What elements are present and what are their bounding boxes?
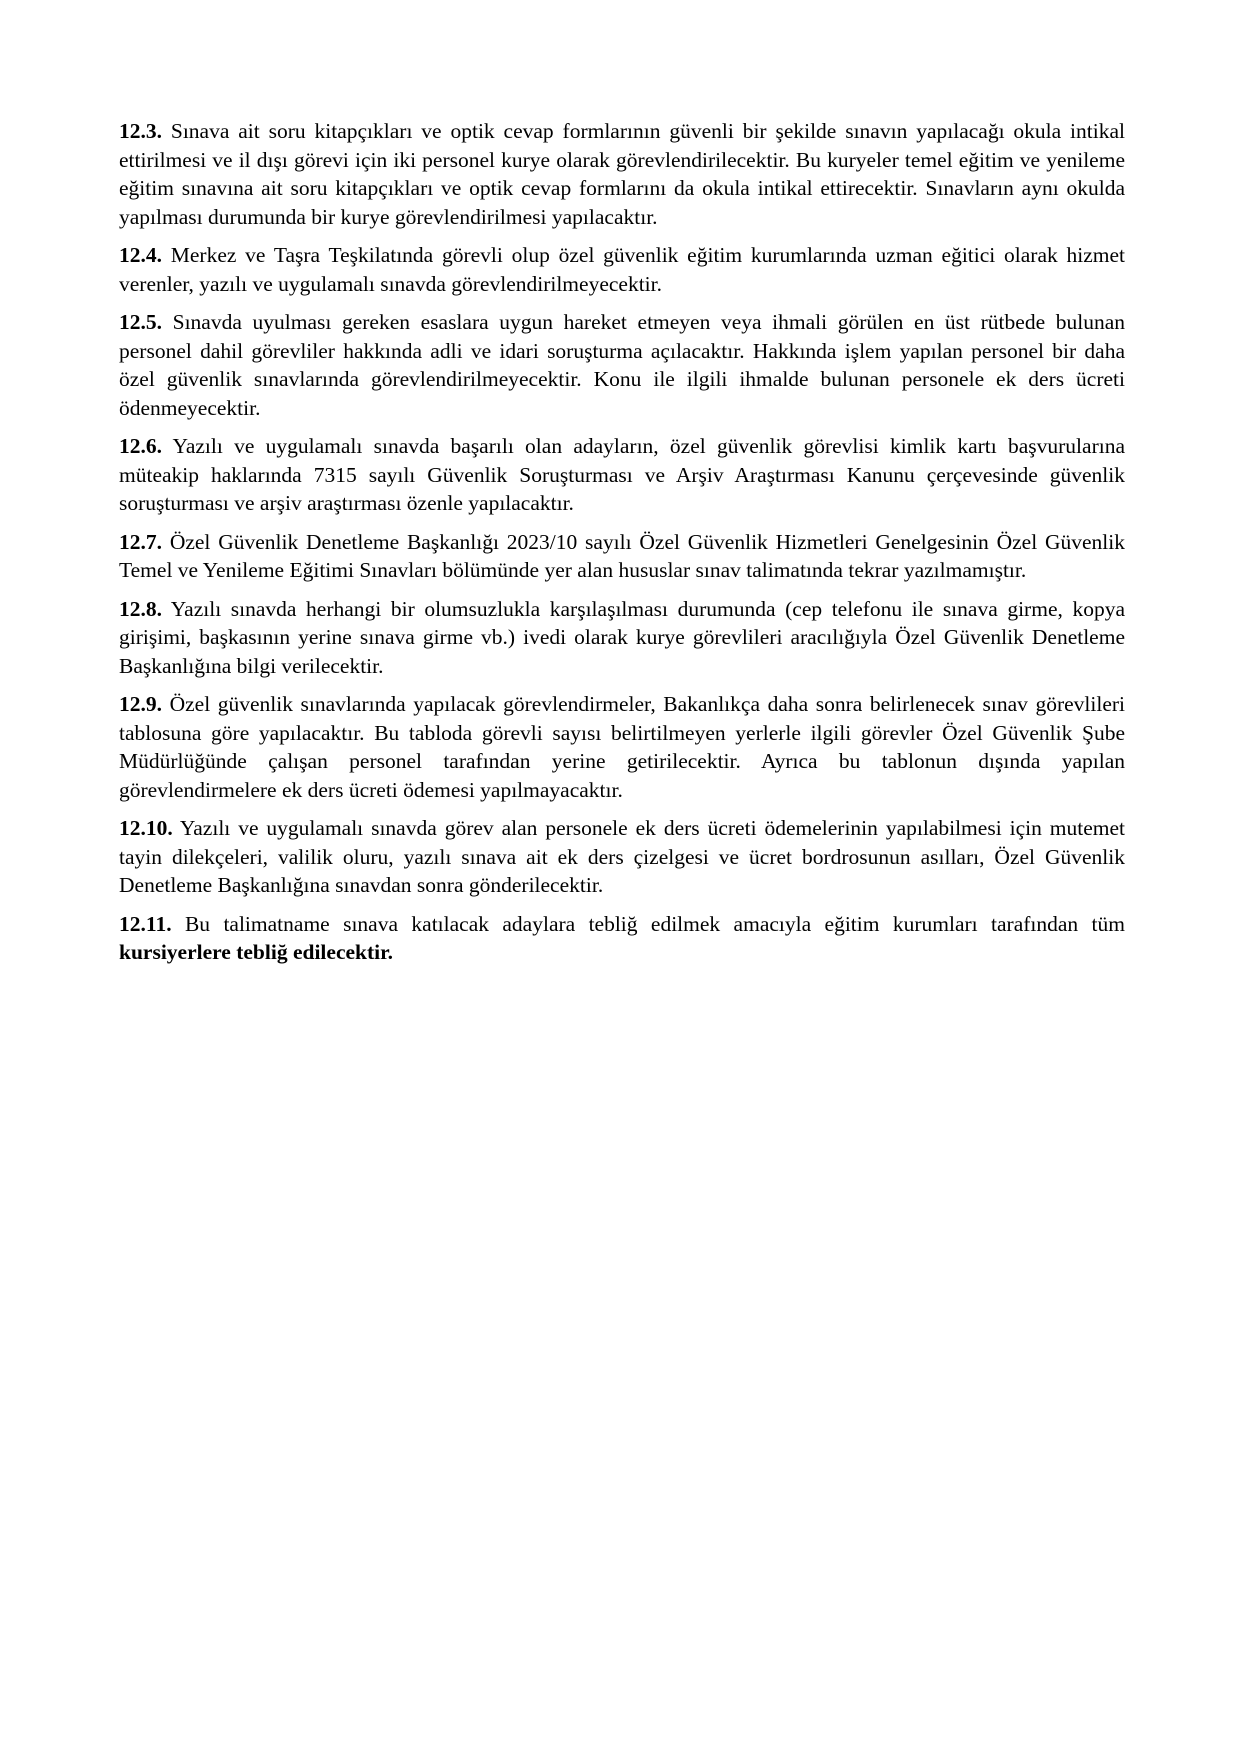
document-body (119, 117, 1125, 977)
paragraph-text: Sınava ait soru kitapçıkları ve optik cevap formlarının güvenli bir şekilde sınavın yapılacağı okula intikal ettirilmesi ve il dışı görevi için iki personel kurye olarak görevlendirilecektir. Bu kuryeler temel eğitim ve yenileme eğitim sınavına ait soru kitapçıkları ve optik cevap formlarını da okula intikal ettirecektir. Sınavların aynı okulda yapılması durumunda bir kurye görevlendirilmesi yapılacaktır. (119, 119, 1125, 229)
paragraph-text: Yazılı ve uygulamalı sınavda başarılı olan adayların, özel güvenlik görevlisi kimlik kartı başvurularına müteakip haklarında 7315 sayılı Güvenlik Soruşturması ve Arşiv Araştırması Kanunu çerçevesinde güvenlik soruşturması ve arşiv araştırması özenle yapılacaktır. (119, 434, 1126, 515)
paragraph-number: 12.11. (119, 911, 172, 936)
paragraph-12-3 (119, 117, 1125, 231)
paragraph-bold-tail: kursiyerlere tebliğ edilecektir. (119, 940, 394, 964)
paragraph-number: 12.6. (119, 434, 162, 458)
paragraph-text: Yazılı ve uygulamalı sınavda görev alan personele ek ders ücreti ödemelerinin yapılabilmesi için mutemet tayin dilekçeleri, valilik oluru, yazılı sınava ait ek ders çizelgesi ve ücret bordrosunun asılları, Özel Güvenlik Denetleme Başkanlığına sınavdan sonra gönderilecektir. (119, 816, 1125, 897)
paragraph-number: 12.9. (119, 692, 162, 716)
paragraph-12-11 (119, 910, 1125, 967)
paragraph-12-10 (119, 814, 1125, 900)
paragraph-12-8 (119, 595, 1125, 681)
paragraph-number: 12.3. (119, 119, 162, 143)
paragraph-number: 12.8. (119, 596, 162, 621)
paragraph-text: Bu talimatname sınava katılacak adaylara tebliğ edilmek amacıyla eğitim kurumları tarafından tüm (184, 911, 1125, 936)
paragraph-number: 12.5. (119, 310, 162, 334)
paragraph-12-9 (119, 690, 1125, 804)
paragraph-text: Merkez ve Taşra Teşkilatında görevli olup özel güvenlik eğitim kurumlarında uzman eğitici olarak hizmet verenler, yazılı ve uygulamalı sınavda görevlendirilmeyecektir. (119, 243, 1125, 296)
paragraph-text: Özel güvenlik sınavlarında yapılacak görevlendirmeler, Bakanlıkça daha sonra belirlenecek sınav görevlileri tablosuna göre yapılacaktır. Bu tabloda görevli sayısı belirtilmeyen yerlerle ilgili görevler Özel Güvenlik Şube Müdürlüğünde çalışan personel tarafından yerine getirilecektir. Ayrıca bu tablonun dışında yapılan görevlendirmelere ek ders ücreti ödemesi yapılmayacaktır. (119, 692, 1125, 802)
paragraph-12-4 (119, 241, 1125, 298)
paragraph-12-5 (119, 308, 1125, 422)
paragraph-text: Sınavda uyulması gereken esaslara uygun hareket etmeyen veya ihmali görülen en üst rütbede bulunan personel dahil görevliler hakkında adli ve idari soruşturma açılacaktır. Hakkında işlem yapılan personel bir daha özel güvenlik sınavlarında görevlendirilmeyecektir. Konu ile ilgili ihmalde bulunan personele ek ders ücreti ödenmeyecektir. (119, 310, 1126, 420)
paragraph-text: Yazılı sınavda herhangi bir olumsuzlukla karşılaşılması durumunda (cep telefonu ile sınava girme, kopya girişimi, başkasının yerine sınava girme vb.) ivedi olarak kurye görevlileri aracılığıyla Özel Güvenlik Denetleme Başkanlığına bilgi verilecektir. (119, 596, 1125, 678)
paragraph-text: Özel Güvenlik Denetleme Başkanlığı 2023/10 sayılı Özel Güvenlik Hizmetleri Genelgesinin Özel Güvenlik Temel ve Yenileme Eğitimi Sınavları bölümünde yer alan hususlar sınav talimatında tekrar yazılmamıştır. (119, 529, 1126, 582)
paragraph-number: 12.7. (119, 529, 162, 554)
paragraph-12-7 (119, 528, 1125, 585)
paragraph-12-6 (119, 432, 1125, 518)
paragraph-number: 12.4. (119, 243, 162, 267)
paragraph-number: 12.10. (119, 816, 173, 840)
